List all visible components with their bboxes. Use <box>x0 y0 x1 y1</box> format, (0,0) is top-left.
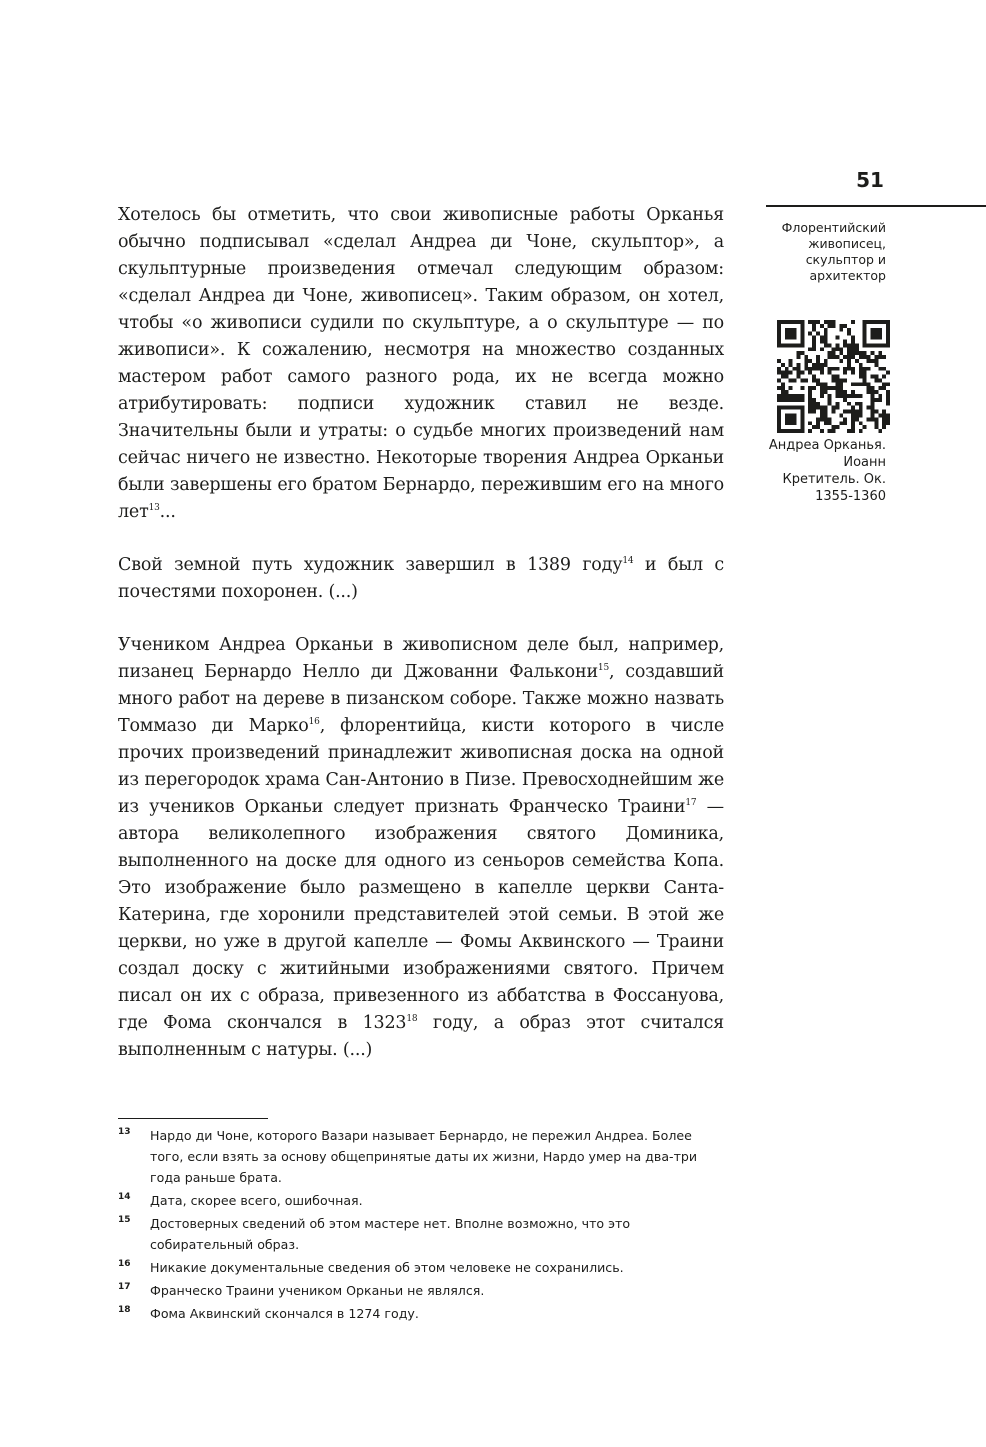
footnotes <box>118 1125 726 1326</box>
footnote <box>118 1257 726 1278</box>
footnote <box>118 1190 726 1211</box>
footnote-number: 18 <box>118 1305 131 1315</box>
paragraph-text: и был с почестями похоронен. (...) <box>118 555 724 602</box>
footnote-text: Франческо Траини учеником Орканьи не являлся. <box>150 1283 485 1298</box>
footnote-number: 17 <box>118 1282 131 1292</box>
header-divider <box>766 205 986 207</box>
footnote-text: Нардо ди Чоне, которого Вазари называет Бернардо, не пережил Андреа. Более того, если взять за основу общепринятые даты их жизни, Нардо умер на два-три года раньше брата. <box>150 1128 698 1185</box>
footnote-number: 14 <box>118 1192 131 1202</box>
footnote-number: 13 <box>118 1127 131 1137</box>
footnote-text: Никакие документальные сведения об этом человеке не сохранились. <box>150 1260 624 1275</box>
footnote-ref[interactable]: 18 <box>406 1014 418 1024</box>
footnote-ref[interactable]: 15 <box>597 663 609 673</box>
footnote-number: 16 <box>118 1259 131 1269</box>
footnote <box>118 1280 726 1301</box>
paragraph-text: Хотелось бы отметить, что свои живописные работы Орканья обычно подписывал «сделал Андреа ди Чоне, скульптор», а скульптурные произведения отмечал следующим образом: «сделал Андреа ди Чоне, живописец». Таким образом, он хотел, чтобы «о живописи судили по скульптуре, а о скульптуре — по живописи». К сожалению, несмотря на множество созданных мастером работ самого разного рода, их не всегда можно атрибутировать: подписи художник ставил не везде. Значительны были и утраты: о судьбе многих произведений нам сейчас ничего не известно. Некоторые творения Андреа Орканьи были завершены его братом Бернардо, пережившим его на много лет <box>118 205 724 522</box>
footnote-ref[interactable]: 14 <box>622 556 634 566</box>
footnote <box>118 1303 726 1324</box>
footnote-divider <box>118 1118 268 1119</box>
paragraph-text: Учеником Андреа Орканьи в живописном деле был, например, пизанец Бернардо Нелло ди Джованни Фалькони <box>118 635 724 682</box>
footnote-number: 15 <box>118 1215 131 1225</box>
paragraph-text: — автора великолепного изображения святого Доминика, выполненного на доске для одного из сеньоров семейства Копа. Это изображение было размещено в капелле церкви Санта-Катерина, где хоронили представителей этой семьи. В этой же церкви, но уже в другой капелле — Фомы Аквинского — Траини создал доску с житийными изображениями святого. Причем писал он их с образа, привезенного из аббатства в Фоссануова, где Фома скончался в 1323 <box>118 797 724 1033</box>
footnote-text: Фома Аквинский скончался в 1274 году. <box>150 1306 419 1321</box>
footnote-text: Дата, скорее всего, ошибочная. <box>150 1193 363 1208</box>
footnote-ref[interactable]: 17 <box>685 798 697 808</box>
paragraph <box>118 552 724 606</box>
paragraph <box>118 632 724 1064</box>
footnote-text: Достоверных сведений об этом мастере нет. Вполне возможно, что это собирательный образ. <box>150 1216 631 1252</box>
paragraph-text: , флорентийца, кисти которого в числе прочих произведений принадлежит живописная доска на одной из перегородок храма Сан-Антонио в Пизе. Превосходнейшим же из учеников Орканьи следует признать Франческо Траини <box>118 716 724 817</box>
footnote <box>118 1213 726 1255</box>
paragraph-text: году, а образ этот считался выполненным с натуры. (...) <box>118 1013 725 1060</box>
paragraph-text: , создавший много работ на дереве в пизанском соборе. Также можно назвать Томмазо ди Марко <box>118 662 724 736</box>
footnote <box>118 1125 726 1188</box>
paragraph-text: Свой земной путь художник завершил в 1389 году <box>118 555 623 575</box>
footnote-ref[interactable]: 16 <box>308 717 320 727</box>
paragraph <box>118 202 724 526</box>
main-text <box>118 202 724 1090</box>
page-number: 51 <box>856 168 884 192</box>
qr-code-icon[interactable] <box>777 320 890 433</box>
image-caption: Андреа Орканья. Иоанн Кретитель. Ок. 1355-1360 <box>768 438 886 504</box>
footnote-ref[interactable]: 13 <box>148 503 160 513</box>
paragraph-text: ... <box>159 502 176 522</box>
sidebar-section-title: Флорентийский живописец, скульптор и архитектор <box>781 220 886 283</box>
